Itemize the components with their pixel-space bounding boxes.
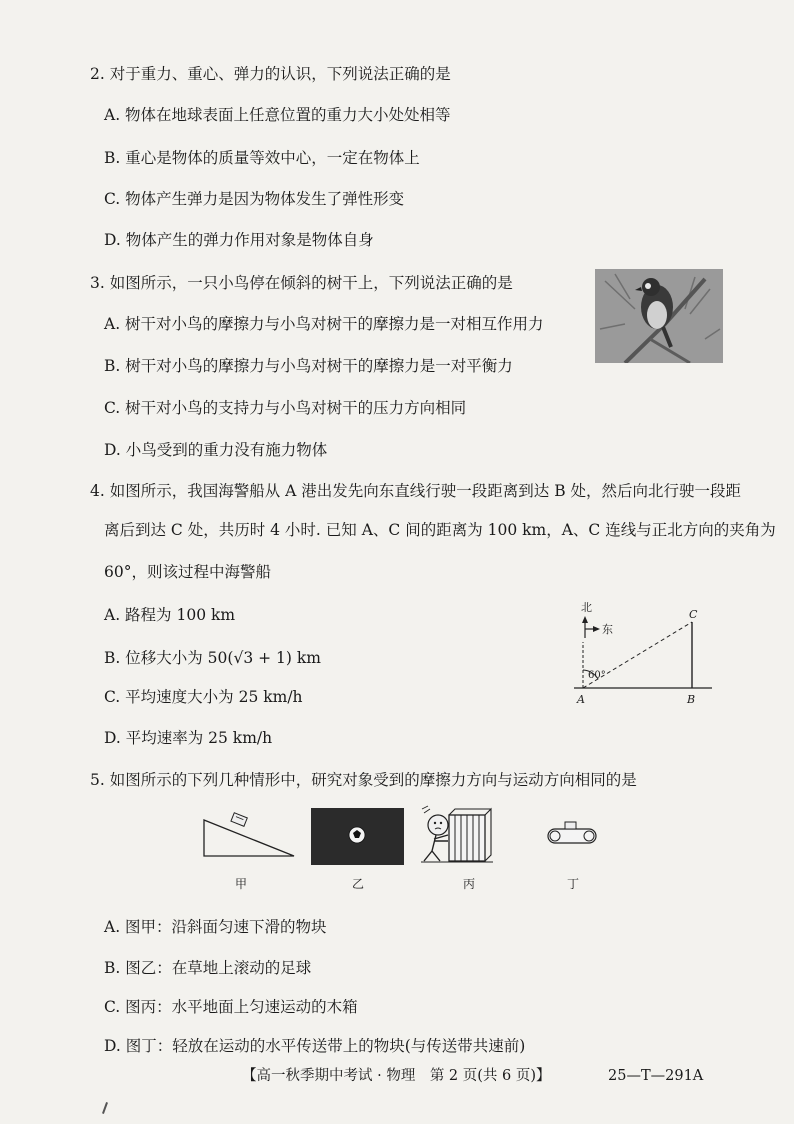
q5-scenarios-figure <box>196 805 616 895</box>
conveyor-belt-with-block <box>548 822 596 843</box>
q3-option-d: D. 小鸟受到的重力没有施力物体 <box>104 441 328 459</box>
q4-stem-line-3: 60°，则该过程中海警船 <box>104 563 271 581</box>
q5-option-b: B. 图乙：在草地上滚动的足球 <box>104 959 312 977</box>
figure-label-yi: 乙 <box>352 877 365 891</box>
north-label: 北 <box>581 601 592 614</box>
q4-stem-line-1: 4. 如图所示，我国海警船从 A 港出发先向东直线行驶一段距离到达 B 处，然后向北行驶一段距 <box>90 482 742 500</box>
bird-on-branch-photo <box>595 269 723 363</box>
q2-stem: 2. 对于重力、重心、弹力的认识，下列说法正确的是 <box>90 65 451 83</box>
person-pushing-crate <box>421 806 493 862</box>
grass-field-with-football <box>311 808 404 865</box>
q4-route-diagram <box>572 598 717 710</box>
figure-label-ding: 丁 <box>567 877 580 891</box>
page-footer-code: 25—T—291A <box>608 1068 704 1084</box>
incline-with-block <box>204 813 294 856</box>
q2-option-a: A. 物体在地球表面上任意位置的重力大小处处相等 <box>104 106 451 124</box>
q2-option-c: C. 物体产生弹力是因为物体发生了弹性形变 <box>104 190 405 208</box>
q4-option-a: A. 路程为 100 km <box>104 606 236 624</box>
angle-label: 60° <box>588 670 606 681</box>
q3-stem: 3. 如图所示，一只小鸟停在倾斜的树干上，下列说法正确的是 <box>90 274 513 292</box>
q2-option-b: B. 重心是物体的质量等效中心，一定在物体上 <box>104 149 420 167</box>
q4-option-b: B. 位移大小为 50(√3 + 1) km <box>104 649 321 667</box>
q3-option-c: C. 树干对小鸟的支持力与小鸟对树干的压力方向相同 <box>104 399 467 417</box>
q5-stem: 5. 如图所示的下列几种情形中，研究对象受到的摩擦力方向与运动方向相同的是 <box>90 771 637 789</box>
compass-rose <box>581 601 613 638</box>
point-b-label: B <box>687 693 696 706</box>
q3-option-b: B. 树干对小鸟的摩擦力与小鸟对树干的摩擦力是一对平衡力 <box>104 357 513 375</box>
point-c-label: C <box>689 608 698 621</box>
figure-label-jia: 甲 <box>235 877 248 891</box>
q4-option-d: D. 平均速率为 25 km/h <box>104 729 273 747</box>
q5-option-c: C. 图丙：水平地面上匀速运动的木箱 <box>104 998 358 1016</box>
figure-label-bing: 丙 <box>463 877 476 891</box>
q3-option-a: A. 树干对小鸟的摩擦力与小鸟对树干的摩擦力是一对相互作用力 <box>104 315 544 333</box>
q2-option-d: D. 物体产生的弹力作用对象是物体自身 <box>104 231 374 249</box>
q5-option-d: D. 图丁：轻放在运动的水平传送带上的物块(与传送带共速前) <box>104 1037 526 1055</box>
page-footer-title: 【高一秋季期中考试 · 物理 第 2 页(共 6 页)】 <box>242 1068 551 1084</box>
point-a-label: A <box>577 693 585 706</box>
pen-mark <box>102 1102 108 1114</box>
q4-stem-line-2: 离后到达 C 处，共历时 4 小时. 已知 A、C 间的距离为 100 km，A、C 连线与正北方向的夹角为 <box>104 521 776 539</box>
q4-option-c: C. 平均速度大小为 25 km/h <box>104 688 303 706</box>
q5-option-a: A. 图甲：沿斜面匀速下滑的物块 <box>104 918 327 936</box>
east-label: 东 <box>602 623 613 636</box>
